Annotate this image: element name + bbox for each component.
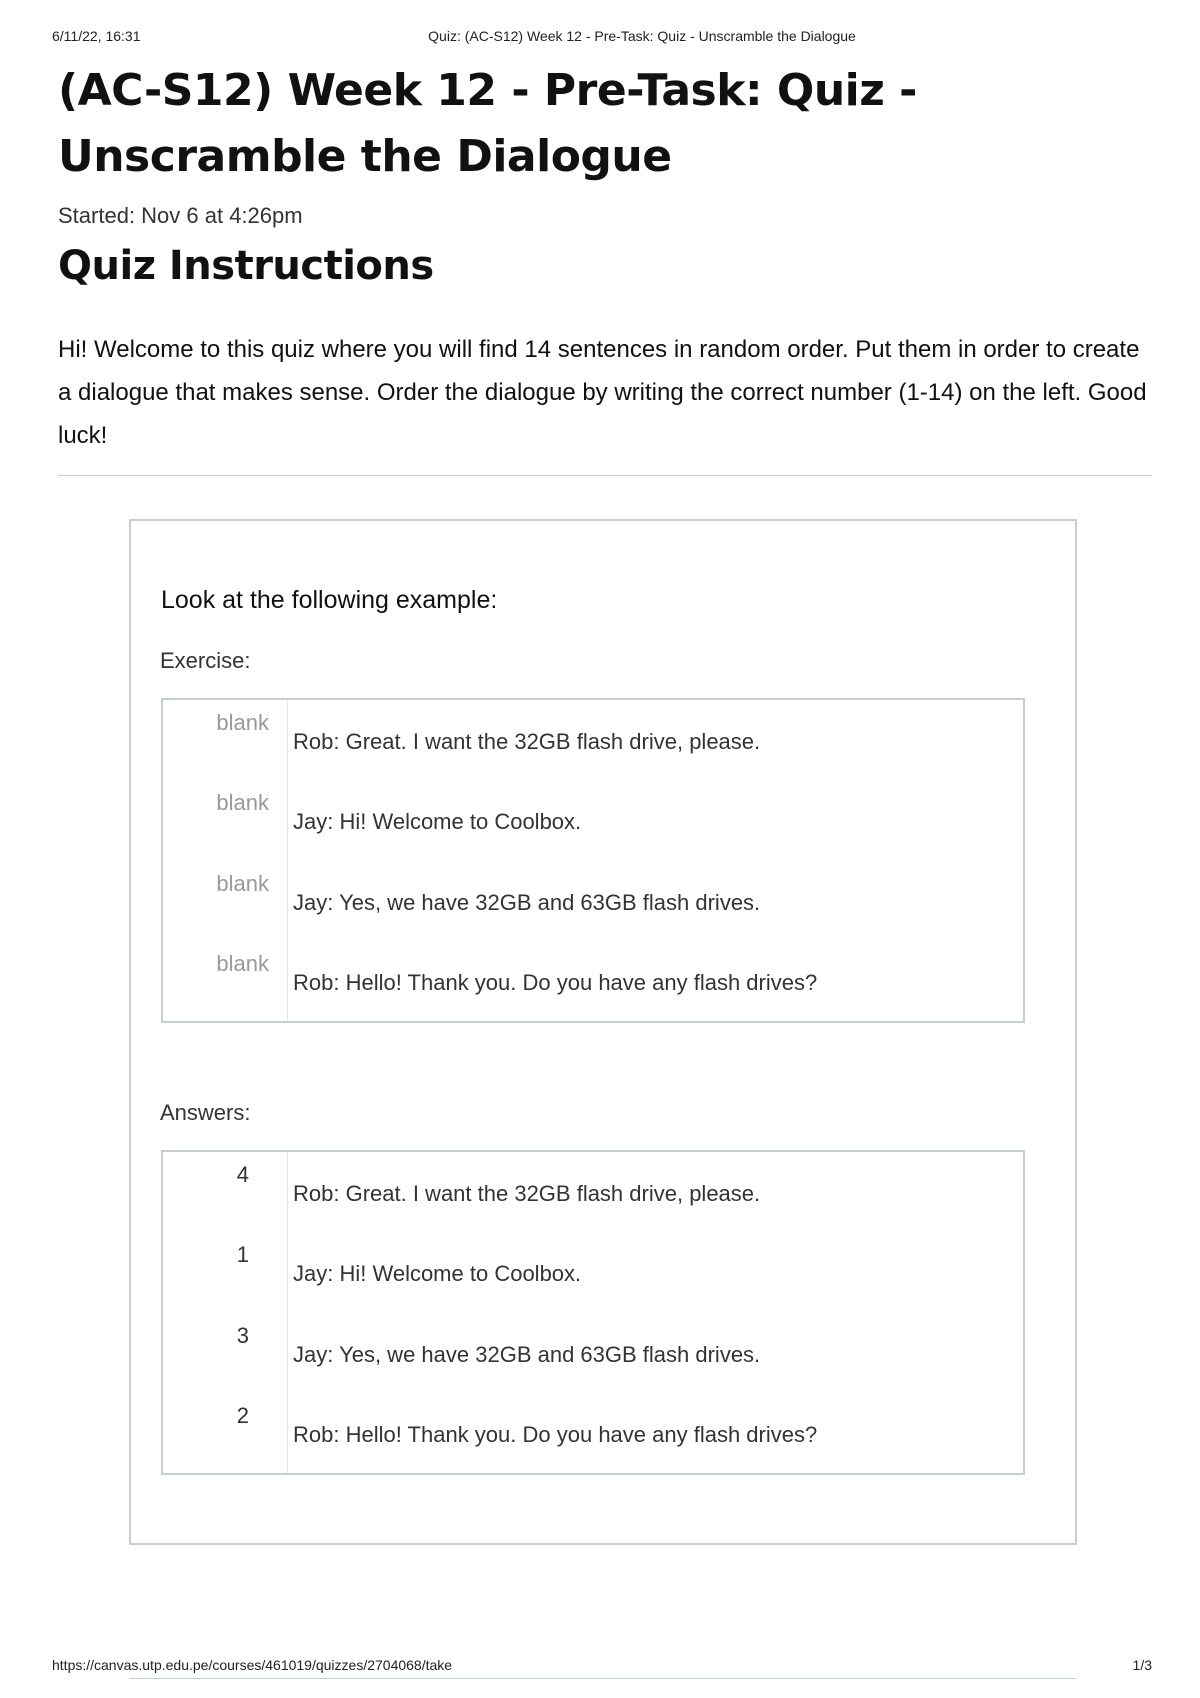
answer-order-number: 1 — [236, 1242, 249, 1267]
exercise-blank-slot: blank — [216, 710, 269, 735]
quiz-instructions-text: Hi! Welcome to this quiz where you will find 14 sentences in random order. Put them in order to create a dialogue that makes sense. Order the dialogue by writing the correct number (1-14) on the left. Good luck! — [58, 336, 1147, 449]
answer-order-number: 4 — [236, 1162, 249, 1187]
answer-order-number: 3 — [236, 1323, 249, 1348]
exercise-row — [163, 861, 1023, 941]
print-header — [52, 28, 1152, 48]
section-divider — [58, 475, 1152, 476]
print-date: 6/11/22, 16:31 — [52, 28, 141, 44]
exercise-label: Exercise: — [160, 648, 251, 673]
quiz-started-time: Started: Nov 6 at 4:26pm — [58, 203, 303, 228]
answer-row — [163, 1393, 1023, 1473]
answer-order-number: 2 — [236, 1403, 249, 1428]
answers-label: Answers: — [160, 1100, 251, 1125]
exercise-blank-slot: blank — [216, 951, 269, 976]
exercise-dialogue-box — [161, 698, 1025, 1023]
exercise-row — [163, 700, 1023, 780]
exercise-blank-slot: blank — [216, 790, 269, 815]
exercise-row — [163, 780, 1023, 860]
exercise-row — [163, 941, 1023, 1021]
example-heading: Look at the following example: — [161, 586, 498, 614]
print-page-number: 1/3 — [1132, 1657, 1152, 1673]
print-footer-url: https://canvas.utp.edu.pe/courses/461019/quizzes/2704068/take — [52, 1657, 453, 1673]
answer-row — [163, 1313, 1023, 1393]
exercise-blank-slot: blank — [216, 871, 269, 896]
print-document-title: Quiz: (AC-S12) Week 12 - Pre-Task: Quiz - Unscramble the Dialogue — [428, 28, 856, 44]
page-title: (AC-S12) Week 12 - Pre-Task: Quiz - Unscramble the Dialogue — [58, 65, 917, 182]
footer-rule — [129, 1678, 1077, 1679]
dialogue-line: Jay: Yes, we have 32GB and 63GB flash drives. — [293, 1342, 761, 1367]
dialogue-line: Jay: Hi! Welcome to Coolbox. — [293, 1261, 582, 1286]
answers-dialogue-box — [161, 1150, 1025, 1475]
dialogue-line: Jay: Yes, we have 32GB and 63GB flash drives. — [293, 890, 761, 915]
dialogue-line: Jay: Hi! Welcome to Coolbox. — [293, 809, 582, 834]
answer-row — [163, 1152, 1023, 1232]
dialogue-line: Rob: Hello! Thank you. Do you have any flash drives? — [293, 970, 818, 995]
dialogue-line: Rob: Great. I want the 32GB flash drive, please. — [293, 1181, 761, 1206]
quiz-instructions-heading: Quiz Instructions — [58, 243, 434, 289]
dialogue-line: Rob: Hello! Thank you. Do you have any flash drives? — [293, 1422, 818, 1447]
dialogue-line: Rob: Great. I want the 32GB flash drive, please. — [293, 729, 761, 754]
answer-row — [163, 1232, 1023, 1312]
